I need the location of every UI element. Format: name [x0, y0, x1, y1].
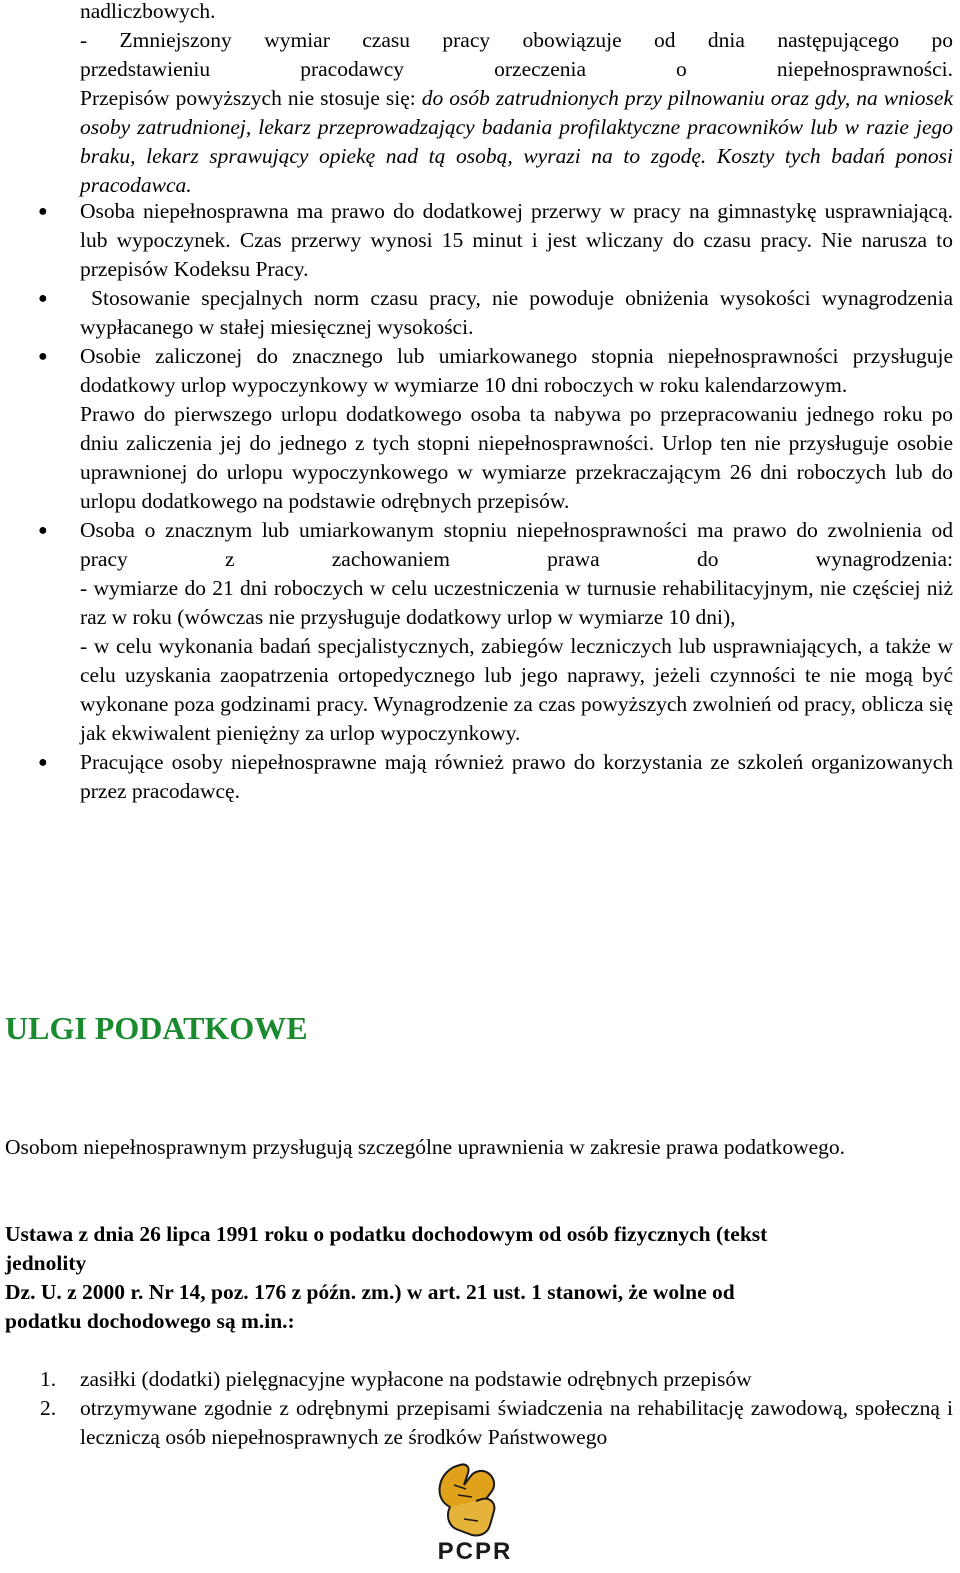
- list-item: [38, 516, 953, 748]
- list-item: [40, 1394, 953, 1452]
- top-section: [80, 0, 953, 200]
- list-item: [38, 342, 953, 516]
- law-reference: [5, 1220, 905, 1336]
- list-item-text: Osoba o znacznym lub umiarkowanym stopniu niepełnosprawności ma prawo do zwolnienia od pracy z zachowaniem prawa do wynagrodzenia:: [80, 518, 953, 571]
- list-item-text: Prawo do pierwszego urlopu dodatkowego osoba ta nabywa po przepracowaniu jednego roku po dniu zaliczenia jej do jednego z tych stopni niepełnosprawności. Urlop ten nie przysługuje osobie uprawnionej do urlopu wypoczynkowego w wymiarze przekraczającym 26 dni roboczych lub do urlopu dodatkowego na podstawie odrębnych przepisów.: [80, 402, 953, 513]
- pcpr-logo: [420, 1455, 530, 1567]
- list-item-text: - w celu wykonania badań specjalistycznych, zabiegów leczniczych lub usprawniających, a także w celu uzyskania zaopatrzenia ortopedycznego lub jego naprawy, jeżeli czynności te nie mogą być wykonane poza godzinami pracy. Wynagrodzenie za czas powyższych zwolnień od pracy, oblicza się jak ekwiwalent pieniężny za urlop wypoczynkowy.: [80, 634, 953, 745]
- list-item-text: Stosowanie specjalnych norm czasu pracy, nie powoduje obniżenia wysokości wynagrodzenia wypłacanego w stałej miesięcznej wysokości.: [80, 286, 959, 339]
- section-heading: ULGI PODATKOWE: [5, 1010, 308, 1046]
- numbered-list: [40, 1365, 953, 1452]
- list-item: [38, 197, 953, 284]
- list-item-text: zasiłki (dodatki) pielęgnacyjne wypłacone na podstawie odrębnych przepisów: [80, 1367, 752, 1391]
- bullet-icon: ●: [38, 203, 48, 220]
- list-item: [38, 748, 953, 806]
- law-line: Ustawa z dnia 26 lipca 1991 roku o podatku dochodowym od osób fizycznych (tekst: [5, 1222, 768, 1246]
- law-line: Dz. U. z 2000 r. Nr 14, poz. 176 z późn. zm.) w art. 21 ust. 1 stanowi, że wolne od: [5, 1280, 735, 1304]
- bullet-icon: ●: [38, 290, 48, 307]
- text-line: przedstawieniu pracodawcy orzeczenia o niepełnosprawności.: [80, 57, 953, 81]
- list-item-text: - wymiarze do 21 dni roboczych w celu uczestniczenia w turnusie rehabilitacyjnym, nie częściej niż raz w roku (wówczas nie przysługuje dodatkowy urlop w wymiarze 10 dni),: [80, 576, 953, 629]
- hands-handshake-icon: [420, 1455, 530, 1567]
- list-item-text: Pracujące osoby niepełnosprawne mają również prawo do korzystania ze szkoleń organizowanych przez pracodawcę.: [80, 750, 953, 803]
- bullet-icon: ●: [38, 348, 48, 365]
- list-item: [40, 1365, 953, 1394]
- intro-paragraph: Osobom niepełnosprawnym przysługują szczególne uprawnienia w zakresie prawa podatkowego.: [5, 1135, 846, 1159]
- list-item: [38, 284, 959, 342]
- law-line: jednolity: [5, 1251, 87, 1275]
- exception-lead: Przepisów powyższych nie stosuje się:: [80, 86, 422, 110]
- list-item-text: Osobie zaliczonej do znacznego lub umiarkowanego stopnia niepełnosprawności przysługuje dodatkowy urlop wypoczynkowy w wymiarze 10 dni roboczych w roku kalendarzowym.: [80, 344, 953, 397]
- list-number: 1.: [40, 1367, 57, 1391]
- list-item-text: Osoba niepełnosprawna ma prawo do dodatkowej przerwy w pracy na gimnastykę usprawniającą. lub wypoczynek. Czas przerwy wynosi 15 minut i jest wliczany do czasu pracy. Nie narusza to przepisów Kodeksu Pracy.: [80, 199, 953, 281]
- text-line: - Zmniejszony wymiar czasu pracy obowiązuje od dnia następującego po: [80, 28, 953, 52]
- bullet-icon: ●: [38, 754, 48, 771]
- bullet-list: [38, 197, 959, 806]
- logo-text: PCPR: [437, 1538, 513, 1565]
- list-number: 2.: [40, 1396, 57, 1420]
- exception-italic: do osób zatrudnionych przy pilnowaniu oraz gdy, na wniosek osoby zatrudnionej, lekarz przeprowadzający badania profilaktyczne pracowników lub w razie jego braku, lekarz sprawujący opiekę nad tą osobą, wyrazi na to zgodę. Koszty tych badań ponosi pracodawca.: [80, 86, 953, 197]
- bullet-icon: ●: [38, 522, 48, 539]
- text-line: nadliczbowych.: [80, 0, 216, 23]
- law-line: podatku dochodowego są m.in.:: [5, 1309, 295, 1333]
- list-item-text: otrzymywane zgodnie z odrębnymi przepisami świadczenia na rehabilitację zawodową, społeczną i leczniczą osób niepełnosprawnych ze środków Państwowego: [80, 1396, 953, 1449]
- exception-paragraph: [80, 84, 953, 200]
